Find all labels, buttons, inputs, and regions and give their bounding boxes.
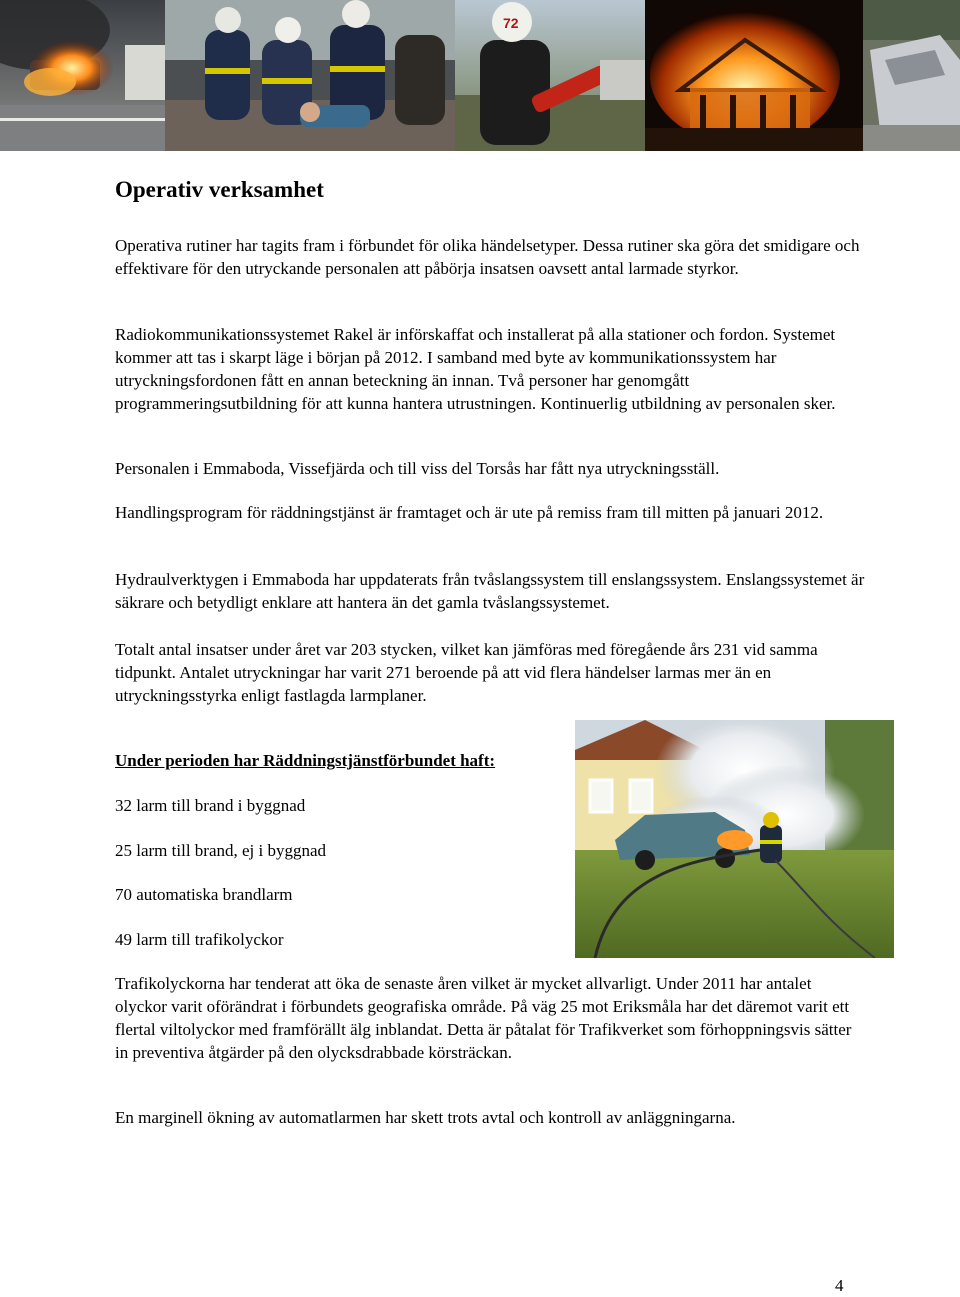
stat-item: 49 larm till trafikolyckor — [115, 930, 284, 949]
banner-photo-rescue — [165, 0, 455, 151]
stat-item: 25 larm till brand, ej i byggnad — [115, 841, 327, 860]
stat-item: 32 larm till brand i byggnad — [115, 796, 306, 815]
paragraph-insatser: Totalt antal insatser under året var 203 stycken, vilket kan jämföras med föregående års 231 vid samma tidpunkt. Antalet utryckningar har varit 271 beroende på att vid flera händelser larmas mer än en utryckningsstyrka enligt fastlagda larmplaner. — [115, 640, 818, 705]
paragraph-trafikolyckor: Trafikolyckorna har tenderat att öka de senaste åren vilket är mycket allvarligt. Under 2011 har antalet olyckor varit oförändrat i förbundets geografiska område. På väg 25 mot Eriksmåla har det däremot varit ett flertal viltolyckor med framförällt älg inblandat. Detta är påtalat för Trafikverket som förhoppningsvis sätter in preventiva åtgärder på den olycksdrabbade körsträckan. — [115, 974, 852, 1062]
period-heading: Under perioden har Räddningstjänstförbundet haft: — [115, 751, 496, 770]
banner-photo-building-fire — [645, 0, 863, 151]
paragraph-utryckningsstall: Personalen i Emmaboda, Vissefjärda och till viss del Torsås har fått nya utryckningsställ. — [115, 459, 720, 478]
page-title: Operativ verksamhet — [115, 177, 324, 202]
photo-car-fire-house — [575, 720, 894, 958]
banner-photo-crashed-car — [863, 0, 960, 151]
header-photo-banner — [0, 0, 960, 151]
paragraph-automatlarm: En marginell ökning av automatlarmen har skett trots avtal och kontroll av anläggningarna. — [115, 1108, 736, 1127]
paragraph-handlingsprogram: Handlingsprogram för räddningstjänst är framtaget och är ute på remiss fram till mitten på januari 2012. — [115, 503, 824, 522]
paragraph-rakel: Radiokommunikationssystemet Rakel är införskaffat och installerat på alla stationer och fordon. Systemet kommer att tas i skarpt läge i början på 2012. I samband med byte av kommunikationssystem har utryckningsfordonen fått en annan beteckning än innan. Två personer har genomgått programmeringsutbildning för att kunna hantera utrustningen. Kontinuerlig utbildning av personalen sker. — [115, 325, 836, 413]
paragraph-hydraulverktyg: Hydraulverktygen i Emmaboda har uppdaterats från tvåslangssystem till enslangssystem. Enslangssystemet är säkrare och betydligt enklare att hantera än det gamla tvåslangssystemet. — [115, 570, 865, 612]
banner-photo-hydraulic-tool — [455, 0, 645, 151]
paragraph-operativa-rutiner: Operativa rutiner har tagits fram i förbundet för olika händelsetyper. Dessa rutiner ska göra det smidigare och effektivare för den utryckande personalen att påbörja insatsen oavsett antal larmade styrkor. — [115, 236, 860, 278]
page-number: 4 — [835, 1276, 844, 1295]
banner-photo-car-fire — [0, 0, 165, 151]
helmet-number: 72 — [503, 15, 519, 31]
stat-item: 70 automatiska brandlarm — [115, 885, 293, 904]
